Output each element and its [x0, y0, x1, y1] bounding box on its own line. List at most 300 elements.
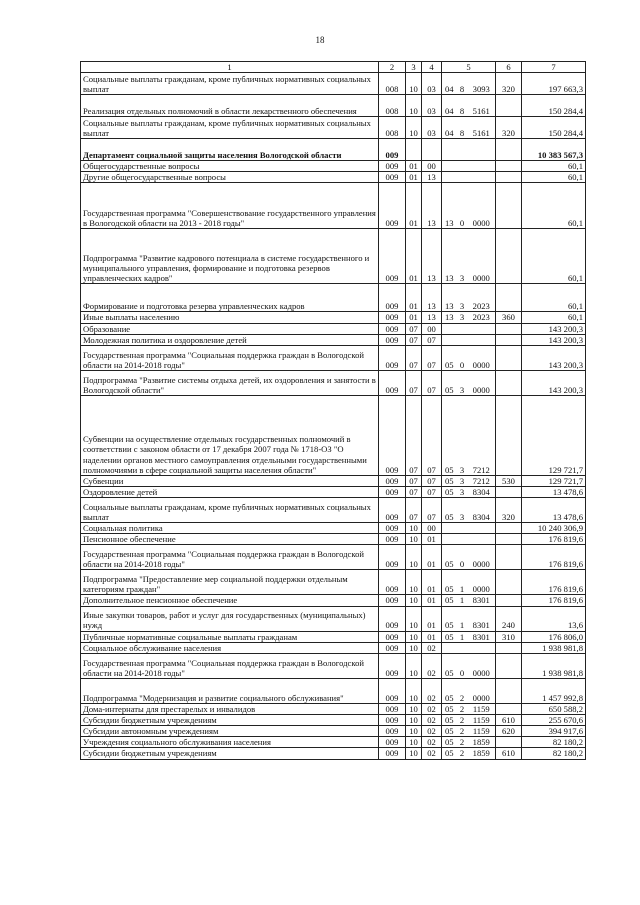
cell-expense-type: [496, 334, 522, 345]
cell-target-direction: [468, 534, 496, 545]
cell-target-program: 05: [442, 703, 457, 714]
cell-target-direction: 1159: [468, 703, 496, 714]
cell-section-code: 10: [406, 545, 422, 570]
cell-section-code: 07: [406, 395, 422, 475]
cell-expense-type: [496, 161, 522, 172]
cell-target-program: [442, 642, 457, 653]
cell-target-program: 05: [442, 370, 457, 395]
cell-target-program: 05: [442, 678, 457, 703]
cell-ministry-code: 009: [379, 345, 406, 370]
table-row: [81, 678, 586, 703]
cell-section-code: 10: [406, 595, 422, 606]
cell-target-program: 05: [442, 475, 457, 486]
cell-target-direction: 0000: [468, 545, 496, 570]
cell-target-subprogram: 2: [457, 714, 468, 725]
header-col-7: 7: [522, 62, 586, 73]
table-row: [81, 284, 586, 312]
cell-target-subprogram: 2: [457, 748, 468, 759]
cell-ministry-code: 009: [379, 606, 406, 631]
cell-expense-type: [496, 284, 522, 312]
cell-target-direction: 8301: [468, 606, 496, 631]
cell-target-program: [442, 523, 457, 534]
cell-ministry-code: 009: [379, 475, 406, 486]
cell-name: Субсидии бюджетным учреждениям: [81, 748, 379, 759]
cell-target-program: 04: [442, 95, 457, 117]
table-row: [81, 534, 586, 545]
cell-name: Субсидии бюджетным учреждениям: [81, 714, 379, 725]
cell-target-subprogram: 8: [457, 95, 468, 117]
cell-target-subprogram: 8: [457, 117, 468, 139]
cell-ministry-code: 009: [379, 312, 406, 323]
cell-target-program: [442, 139, 457, 161]
cell-subsection-code: 07: [422, 334, 442, 345]
cell-target-subprogram: [457, 323, 468, 334]
cell-name: Оздоровление детей: [81, 486, 379, 497]
cell-expense-type: [496, 653, 522, 678]
cell-expense-type: [496, 345, 522, 370]
table-row: [81, 370, 586, 395]
cell-target-program: [442, 534, 457, 545]
cell-target-program: 05: [442, 486, 457, 497]
cell-target-direction: 1159: [468, 726, 496, 737]
cell-target-direction: [468, 323, 496, 334]
cell-target-direction: 8304: [468, 486, 496, 497]
cell-ministry-code: 009: [379, 323, 406, 334]
cell-name: Социальные выплаты гражданам, кроме публичных нормативных социальных выплат: [81, 73, 379, 95]
table-row: [81, 345, 586, 370]
cell-target-program: 05: [442, 545, 457, 570]
table-row: [81, 139, 586, 161]
cell-subsection-code: 13: [422, 183, 442, 229]
cell-expense-type: 360: [496, 312, 522, 323]
cell-section-code: 10: [406, 703, 422, 714]
cell-section-code: 01: [406, 312, 422, 323]
cell-ministry-code: 009: [379, 334, 406, 345]
cell-ministry-code: 008: [379, 95, 406, 117]
cell-target-program: [442, 172, 457, 183]
cell-name: Субсидии автономным учреждениям: [81, 726, 379, 737]
cell-target-direction: 0000: [468, 370, 496, 395]
table-row: [81, 631, 586, 642]
cell-section-code: 01: [406, 284, 422, 312]
cell-target-subprogram: 3: [457, 229, 468, 284]
cell-name: Учреждения социального обслуживания населения: [81, 737, 379, 748]
cell-ministry-code: 009: [379, 284, 406, 312]
cell-expense-type: [496, 486, 522, 497]
table-row: [81, 545, 586, 570]
cell-target-program: 13: [442, 229, 457, 284]
cell-section-code: 01: [406, 183, 422, 229]
table-row: [81, 334, 586, 345]
cell-name: Иные выплаты населению: [81, 312, 379, 323]
cell-amount: 60,1: [522, 172, 586, 183]
cell-expense-type: 310: [496, 631, 522, 642]
table-row: [81, 606, 586, 631]
cell-target-direction: [468, 172, 496, 183]
cell-target-direction: 0000: [468, 345, 496, 370]
cell-subsection-code: 13: [422, 172, 442, 183]
cell-ministry-code: 008: [379, 117, 406, 139]
cell-subsection-code: [422, 139, 442, 161]
cell-subsection-code: 03: [422, 95, 442, 117]
cell-amount: 1 457 992,8: [522, 678, 586, 703]
cell-target-subprogram: 3: [457, 486, 468, 497]
cell-name: Социальные выплаты гражданам, кроме публичных нормативных социальных выплат: [81, 498, 379, 523]
cell-target-program: 05: [442, 726, 457, 737]
cell-name: Общегосударственные вопросы: [81, 161, 379, 172]
cell-subsection-code: 02: [422, 703, 442, 714]
cell-section-code: 07: [406, 498, 422, 523]
cell-target-direction: 3093: [468, 73, 496, 95]
cell-subsection-code: 07: [422, 345, 442, 370]
cell-target-subprogram: 3: [457, 395, 468, 475]
cell-target-subprogram: [457, 523, 468, 534]
cell-name: Подпрограмма "Развитие системы отдыха детей, их оздоровления и занятости в Вологодской области": [81, 370, 379, 395]
cell-amount: 143 200,3: [522, 345, 586, 370]
cell-target-subprogram: [457, 642, 468, 653]
cell-ministry-code: 009: [379, 172, 406, 183]
table-row: [81, 183, 586, 229]
cell-expense-type: 610: [496, 714, 522, 725]
cell-subsection-code: 13: [422, 312, 442, 323]
cell-expense-type: [496, 523, 522, 534]
cell-name: Субвенции на осуществление отдельных государственных полномочий в соответствии с законом области от 17 декабря 2007 года № 1718-ОЗ "О наделении органов местного самоуправления отдельными государственными полномочиями в сфере социальной защиты населения области": [81, 395, 379, 475]
cell-target-direction: [468, 139, 496, 161]
cell-section-code: 10: [406, 714, 422, 725]
cell-subsection-code: 01: [422, 606, 442, 631]
cell-section-code: 07: [406, 323, 422, 334]
cell-name: Департамент социальной защиты населения Вологодской области: [81, 139, 379, 161]
cell-subsection-code: 01: [422, 534, 442, 545]
cell-target-direction: 0000: [468, 229, 496, 284]
cell-target-program: 05: [442, 714, 457, 725]
cell-target-subprogram: 2: [457, 726, 468, 737]
cell-name: Социальная политика: [81, 523, 379, 534]
table-row: [81, 642, 586, 653]
cell-section-code: 07: [406, 475, 422, 486]
cell-ministry-code: 009: [379, 229, 406, 284]
cell-section-code: 10: [406, 642, 422, 653]
cell-target-direction: 0000: [468, 570, 496, 595]
cell-ministry-code: 009: [379, 653, 406, 678]
cell-amount: 176 819,6: [522, 595, 586, 606]
cell-section-code: 10: [406, 726, 422, 737]
cell-expense-type: [496, 370, 522, 395]
cell-ministry-code: 009: [379, 703, 406, 714]
cell-name: Государственная программа "Социальная поддержка граждан в Вологодской области на 2014-2018 годы": [81, 345, 379, 370]
cell-subsection-code: 01: [422, 570, 442, 595]
cell-name: Социальные выплаты гражданам, кроме публичных нормативных социальных выплат: [81, 117, 379, 139]
cell-expense-type: [496, 570, 522, 595]
cell-subsection-code: 13: [422, 284, 442, 312]
cell-amount: 150 284,4: [522, 117, 586, 139]
cell-target-subprogram: 3: [457, 475, 468, 486]
cell-expense-type: [496, 595, 522, 606]
cell-target-program: 05: [442, 498, 457, 523]
cell-amount: 60,1: [522, 284, 586, 312]
cell-target-direction: 8301: [468, 631, 496, 642]
header-col-3: 3: [406, 62, 422, 73]
cell-target-subprogram: 2: [457, 678, 468, 703]
cell-target-program: 04: [442, 117, 457, 139]
cell-target-subprogram: [457, 139, 468, 161]
page-number: 18: [315, 35, 325, 45]
cell-name: Государственная программа "Социальная поддержка граждан в Вологодской области на 2014-2018 годы": [81, 545, 379, 570]
cell-subsection-code: 03: [422, 117, 442, 139]
table-row: [81, 595, 586, 606]
cell-amount: 60,1: [522, 183, 586, 229]
cell-target-program: 05: [442, 570, 457, 595]
cell-target-direction: 8301: [468, 595, 496, 606]
table-row: [81, 95, 586, 117]
cell-ministry-code: 009: [379, 545, 406, 570]
cell-section-code: 07: [406, 345, 422, 370]
cell-ministry-code: 009: [379, 534, 406, 545]
cell-target-direction: 5161: [468, 117, 496, 139]
cell-target-subprogram: 1: [457, 570, 468, 595]
cell-target-direction: 7212: [468, 395, 496, 475]
cell-expense-type: [496, 534, 522, 545]
cell-target-direction: [468, 161, 496, 172]
cell-expense-type: 620: [496, 726, 522, 737]
cell-name: Дополнительное пенсионное обеспечение: [81, 595, 379, 606]
cell-target-direction: [468, 642, 496, 653]
cell-target-subprogram: 3: [457, 370, 468, 395]
cell-target-direction: 0000: [468, 653, 496, 678]
cell-subsection-code: 02: [422, 642, 442, 653]
cell-ministry-code: 009: [379, 595, 406, 606]
cell-subsection-code: 02: [422, 678, 442, 703]
table-row: [81, 486, 586, 497]
cell-target-program: 13: [442, 284, 457, 312]
cell-target-program: 05: [442, 653, 457, 678]
cell-subsection-code: 02: [422, 726, 442, 737]
cell-name: Публичные нормативные социальные выплаты гражданам: [81, 631, 379, 642]
cell-name: Государственная программа "Социальная поддержка граждан в Вологодской области на 2014-2018 годы": [81, 653, 379, 678]
cell-amount: 650 588,2: [522, 703, 586, 714]
cell-section-code: 10: [406, 523, 422, 534]
table-row: [81, 726, 586, 737]
cell-amount: 394 917,6: [522, 726, 586, 737]
cell-amount: 60,1: [522, 161, 586, 172]
cell-target-program: 05: [442, 737, 457, 748]
cell-subsection-code: 02: [422, 653, 442, 678]
cell-target-program: 05: [442, 606, 457, 631]
cell-target-subprogram: 3: [457, 284, 468, 312]
cell-amount: 60,1: [522, 312, 586, 323]
cell-amount: 143 200,3: [522, 323, 586, 334]
cell-name: Формирование и подготовка резерва управленческих кадров: [81, 284, 379, 312]
cell-section-code: 07: [406, 370, 422, 395]
cell-ministry-code: 009: [379, 498, 406, 523]
cell-section-code: 10: [406, 95, 422, 117]
header-col-6: 6: [496, 62, 522, 73]
cell-section-code: 10: [406, 534, 422, 545]
cell-name: Иные закупки товаров, работ и услуг для государственных (муниципальных) нужд: [81, 606, 379, 631]
cell-name: Социальное обслуживание населения: [81, 642, 379, 653]
cell-name: Образование: [81, 323, 379, 334]
cell-amount: 143 200,3: [522, 370, 586, 395]
cell-expense-type: [496, 395, 522, 475]
cell-expense-type: [496, 545, 522, 570]
cell-target-direction: 1159: [468, 714, 496, 725]
cell-amount: 13 478,6: [522, 486, 586, 497]
cell-amount: 82 180,2: [522, 737, 586, 748]
table-row: [81, 475, 586, 486]
cell-section-code: 01: [406, 161, 422, 172]
cell-expense-type: [496, 95, 522, 117]
cell-subsection-code: 00: [422, 523, 442, 534]
cell-name: Подпрограмма "Модернизация и развитие социального обслуживания": [81, 678, 379, 703]
cell-ministry-code: 009: [379, 161, 406, 172]
cell-section-code: 10: [406, 653, 422, 678]
table-row: [81, 312, 586, 323]
cell-amount: 150 284,4: [522, 95, 586, 117]
cell-target-subprogram: 1: [457, 595, 468, 606]
cell-amount: 176 819,6: [522, 570, 586, 595]
cell-expense-type: 320: [496, 498, 522, 523]
cell-expense-type: [496, 737, 522, 748]
cell-subsection-code: 01: [422, 631, 442, 642]
cell-section-code: 10: [406, 737, 422, 748]
cell-target-program: [442, 161, 457, 172]
cell-target-subprogram: [457, 534, 468, 545]
table-row: [81, 117, 586, 139]
cell-target-direction: 0000: [468, 183, 496, 229]
cell-target-subprogram: 1: [457, 606, 468, 631]
cell-expense-type: [496, 229, 522, 284]
cell-target-direction: 1859: [468, 737, 496, 748]
cell-target-subprogram: 3: [457, 312, 468, 323]
cell-section-code: 10: [406, 748, 422, 759]
cell-subsection-code: 07: [422, 475, 442, 486]
cell-target-direction: 0000: [468, 678, 496, 703]
cell-target-program: 05: [442, 345, 457, 370]
cell-amount: 60,1: [522, 229, 586, 284]
table-row: [81, 229, 586, 284]
cell-subsection-code: 13: [422, 229, 442, 284]
cell-section-code: 10: [406, 117, 422, 139]
cell-target-direction: 2023: [468, 284, 496, 312]
cell-target-program: [442, 323, 457, 334]
cell-subsection-code: 01: [422, 595, 442, 606]
cell-target-direction: [468, 334, 496, 345]
cell-amount: 13 478,6: [522, 498, 586, 523]
cell-expense-type: [496, 139, 522, 161]
table-row: [81, 73, 586, 95]
cell-ministry-code: 009: [379, 486, 406, 497]
cell-target-program: 04: [442, 73, 457, 95]
cell-target-program: 05: [442, 748, 457, 759]
cell-amount: 176 806,0: [522, 631, 586, 642]
cell-expense-type: 530: [496, 475, 522, 486]
cell-section-code: [406, 139, 422, 161]
cell-target-subprogram: 1: [457, 631, 468, 642]
cell-target-subprogram: 2: [457, 737, 468, 748]
cell-subsection-code: 07: [422, 395, 442, 475]
cell-ministry-code: 009: [379, 642, 406, 653]
cell-section-code: 07: [406, 486, 422, 497]
table-row: [81, 748, 586, 759]
cell-name: Другие общегосударственные вопросы: [81, 172, 379, 183]
cell-ministry-code: 009: [379, 570, 406, 595]
cell-amount: 176 819,6: [522, 545, 586, 570]
cell-expense-type: 610: [496, 748, 522, 759]
cell-expense-type: 320: [496, 73, 522, 95]
cell-amount: 82 180,2: [522, 748, 586, 759]
cell-ministry-code: 009: [379, 370, 406, 395]
budget-table: [80, 61, 586, 760]
cell-subsection-code: 00: [422, 323, 442, 334]
cell-target-program: 13: [442, 183, 457, 229]
cell-target-program: 05: [442, 595, 457, 606]
cell-ministry-code: 009: [379, 714, 406, 725]
cell-expense-type: [496, 172, 522, 183]
cell-target-direction: 8304: [468, 498, 496, 523]
cell-target-program: 05: [442, 395, 457, 475]
cell-target-direction: 1859: [468, 748, 496, 759]
cell-ministry-code: 009: [379, 678, 406, 703]
cell-name: Молодежная политика и оздоровление детей: [81, 334, 379, 345]
cell-expense-type: 320: [496, 117, 522, 139]
cell-target-direction: 7212: [468, 475, 496, 486]
cell-name: Субвенции: [81, 475, 379, 486]
cell-expense-type: [496, 323, 522, 334]
cell-expense-type: 240: [496, 606, 522, 631]
cell-subsection-code: 02: [422, 714, 442, 725]
header-col-4: 4: [422, 62, 442, 73]
cell-section-code: 01: [406, 172, 422, 183]
cell-section-code: 10: [406, 631, 422, 642]
cell-target-direction: 5161: [468, 95, 496, 117]
cell-amount: 129 721,7: [522, 475, 586, 486]
cell-amount: 129 721,7: [522, 395, 586, 475]
cell-section-code: 01: [406, 229, 422, 284]
cell-amount: 1 938 981,8: [522, 642, 586, 653]
cell-target-subprogram: 0: [457, 183, 468, 229]
table-row: [81, 653, 586, 678]
cell-subsection-code: 02: [422, 748, 442, 759]
header-col-5: 5: [442, 62, 496, 73]
cell-subsection-code: 07: [422, 498, 442, 523]
cell-name: Реализация отдельных полномочий в области лекарственного обеспечения: [81, 95, 379, 117]
cell-name: Пенсионное обеспечение: [81, 534, 379, 545]
cell-target-subprogram: 0: [457, 653, 468, 678]
cell-ministry-code: 009: [379, 726, 406, 737]
cell-expense-type: [496, 183, 522, 229]
header-col-2: 2: [379, 62, 406, 73]
cell-ministry-code: 009: [379, 737, 406, 748]
cell-ministry-code: 008: [379, 73, 406, 95]
cell-amount: 1 938 981,8: [522, 653, 586, 678]
cell-subsection-code: 07: [422, 370, 442, 395]
table-row: [81, 737, 586, 748]
cell-ministry-code: 009: [379, 395, 406, 475]
cell-amount: 10 240 306,9: [522, 523, 586, 534]
cell-amount: 176 819,6: [522, 534, 586, 545]
cell-subsection-code: 07: [422, 486, 442, 497]
table-row: [81, 703, 586, 714]
cell-target-direction: [468, 523, 496, 534]
cell-section-code: 10: [406, 678, 422, 703]
table-row: [81, 161, 586, 172]
table-row: [81, 570, 586, 595]
cell-amount: 255 670,6: [522, 714, 586, 725]
cell-subsection-code: 03: [422, 73, 442, 95]
cell-subsection-code: 01: [422, 545, 442, 570]
cell-subsection-code: 02: [422, 737, 442, 748]
cell-amount: 13,6: [522, 606, 586, 631]
